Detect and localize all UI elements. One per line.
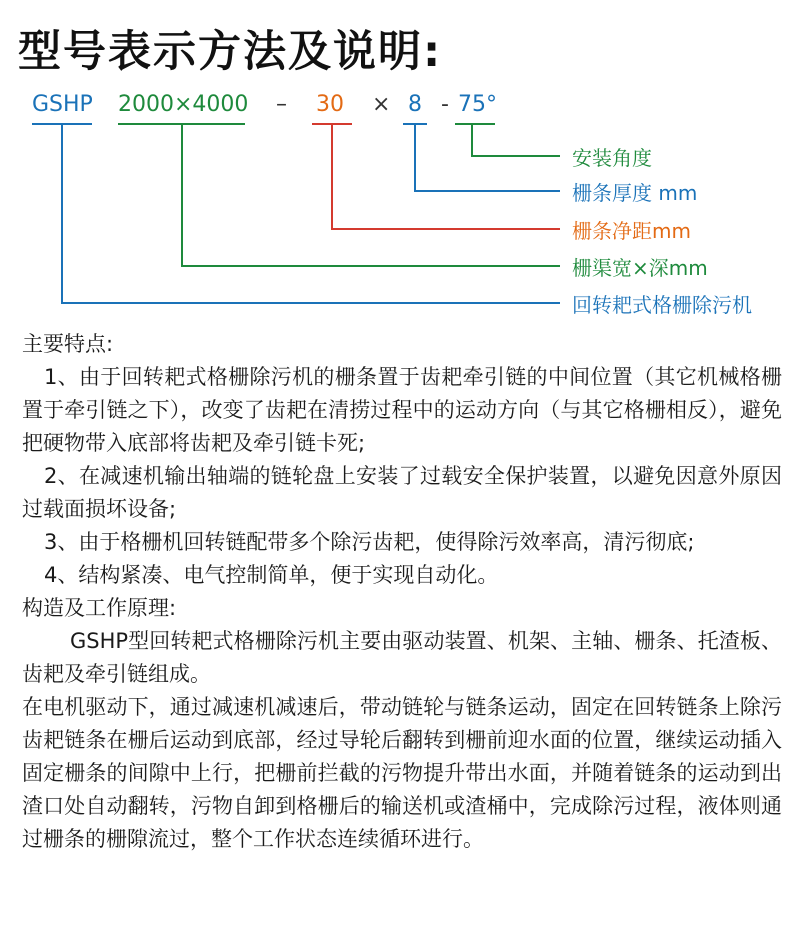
code-part-times: × [372, 92, 391, 117]
features-heading: 主要特点: [22, 332, 114, 356]
connector-size [182, 124, 560, 266]
code-part-gshp: GSHP [32, 92, 93, 117]
feature-item-4: 4、结构紧凑、电气控制简单，便于实现自动化。 [44, 563, 499, 587]
code-part-size: 2000×4000 [118, 92, 249, 117]
features-section [22, 328, 782, 856]
code-part-hyphen: - [441, 92, 449, 117]
connector-gshp [62, 124, 560, 303]
connector-spacing [332, 124, 560, 229]
code-part-thickness: 8 [408, 92, 422, 117]
code-part-spacing: 30 [316, 92, 344, 117]
code-part-dash: – [276, 92, 287, 117]
legend-channel-size: 栅渠宽×深mm [572, 256, 708, 280]
page-title: 型号表示方法及说明: [18, 27, 443, 77]
feature-item-3: 3、由于格栅机回转链配带多个除污齿耙，使得除污效率高，清污彻底; [44, 530, 695, 554]
legend-bar-thickness: 栅条厚度 mm [572, 181, 698, 205]
principle-heading: 构造及工作原理: [22, 596, 177, 620]
connector-thickness [415, 124, 560, 191]
feature-item-2: 2、在减速机输出轴端的链轮盘上安装了过载安全保护装置，以避免因意外原因过载面损坏设备; [22, 464, 782, 521]
principle-intro: GSHP型回转耙式格栅除污机主要由驱动装置、机架、主轴、栅条、托渣板、齿耙及牵引链组成。 [22, 629, 782, 686]
legend-product-name: 回转耙式格栅除污机 [572, 293, 752, 317]
connector-angle [472, 124, 560, 156]
legend-install-angle: 安装角度 [572, 146, 652, 170]
legend-bar-spacing: 栅条净距mm [572, 219, 691, 243]
feature-item-1: 1、由于回转耙式格栅除污机的栅条置于齿耙牵引链的中间位置（其它机械格栅置于牵引链之下），改变了齿耙在清捞过程中的运动方向（与其它格栅相反），避免把硬物带入底部将齿耙及牵引链卡死; [22, 365, 782, 455]
principle-body: 在电机驱动下，通过减速机减速后，带动链轮与链条运动，固定在回转链条上除污齿耙链条在栅后运动到底部，经过导轮后翻转到栅前迎水面的位置，继续运动插入固定栅条的间隙中上行，把栅前拦截的污物提升带出水面，并随着链条的运动到出渣口处自动翻转，污物自卸到格栅后的输送机或渣桶中，完成除污过程，液体则通过栅条的栅隙流过，整个工作状态连续循环进行。 [22, 695, 782, 851]
code-part-angle: 75° [458, 92, 497, 117]
